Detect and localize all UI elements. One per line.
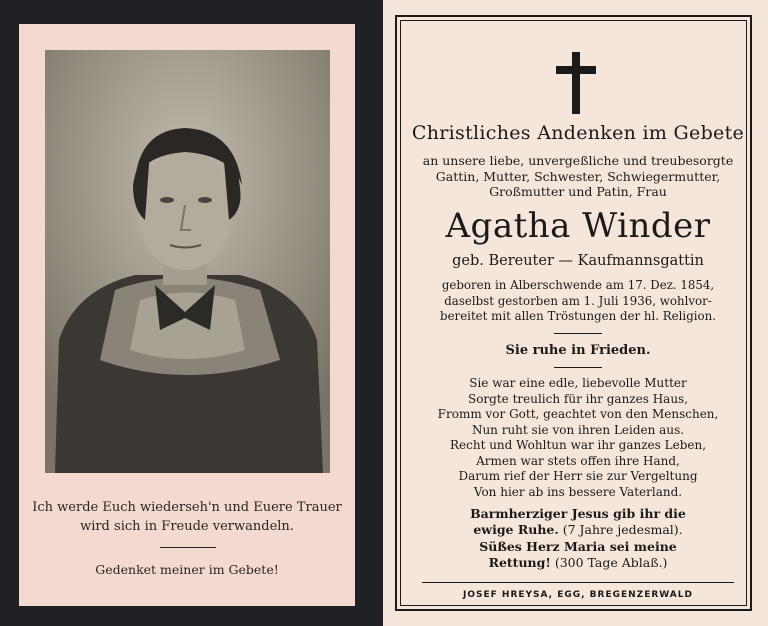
portrait-photo	[45, 50, 330, 473]
divider	[160, 547, 216, 548]
prayer-line	[388, 522, 768, 538]
life-dates	[388, 278, 768, 325]
consolation-verse	[19, 498, 355, 536]
portrait-card	[19, 24, 355, 606]
prayer-jesus	[388, 506, 768, 538]
memorial-card	[388, 0, 768, 626]
life-dates-line: bereitet mit allen Tröstungen der hl. Religion.	[440, 309, 716, 323]
left-card	[0, 0, 383, 626]
life-dates-line: daselbst gestorben am 1. Juli 1936, wohlvor-	[444, 293, 712, 308]
prayer-line	[388, 555, 768, 571]
remember-prayer: Gedenket meiner im Gebete!	[95, 562, 279, 577]
divider	[554, 367, 602, 368]
verse-line: Ich werde Euch wiederseh'n und Euere Trauer	[32, 500, 342, 515]
dedication-line: Gattin, Mutter, Schwester, Schwiegermutter,	[435, 168, 721, 184]
dedication-line: an unsere liebe, unvergeßliche und treubesorgte	[422, 153, 734, 168]
prayer-bold: ewige Ruhe.	[473, 522, 559, 537]
footer-divider	[422, 582, 734, 583]
portrait-image	[45, 50, 330, 473]
rest-in-peace: Sie ruhe in Frieden.	[505, 343, 651, 358]
poem-line: Von hier ab ins bessere Vaterland.	[473, 484, 683, 499]
poem-line: Darum rief der Herr sie zur Vergeltung	[458, 469, 698, 483]
memorial-poem	[388, 376, 768, 500]
poem-line: Fromm vor Gott, geachtet von den Menschen,	[437, 407, 719, 421]
indulgence-note: (7 Jahre jedesmal).	[562, 522, 683, 537]
poem-line: Nun ruht sie von ihren Leiden aus.	[471, 422, 685, 437]
poem-line: Armen war stets offen ihre Hand,	[476, 453, 680, 468]
prayer-line: Süßes Herz Maria sei meine	[479, 539, 677, 554]
divider	[554, 333, 602, 334]
prayer-bold: Rettung!	[488, 555, 551, 570]
poem-line: Sie war eine edle, liebevolle Mutter	[469, 376, 687, 390]
cross-icon	[556, 52, 596, 114]
dedication-line: Großmutter und Patin, Frau	[489, 184, 667, 199]
indulgence-note: (300 Tage Ablaß.)	[554, 555, 668, 570]
life-dates-line: geboren in Alberschwende am 17. Dez. 1854,	[441, 278, 715, 292]
deceased-name: Agatha Winder	[445, 206, 711, 246]
maiden-name-occupation: geb. Bereuter — Kaufmannsgattin	[452, 253, 704, 269]
prayer-line: Barmherziger Jesus gib ihr die	[470, 506, 686, 521]
card-heading: Christliches Andenken im Gebete	[411, 122, 745, 144]
poem-line: Sorgte treulich für ihr ganzes Haus,	[467, 391, 689, 406]
prayer-mary	[388, 539, 768, 571]
poem-line: Recht und Wohltun war ihr ganzes Leben,	[449, 438, 707, 452]
dedication-text	[388, 153, 768, 200]
printer-credit: JOSEF HREYSA, EGG, BREGENZERWALD	[463, 590, 693, 600]
verse-line: wird sich in Freude verwandeln.	[80, 519, 294, 534]
